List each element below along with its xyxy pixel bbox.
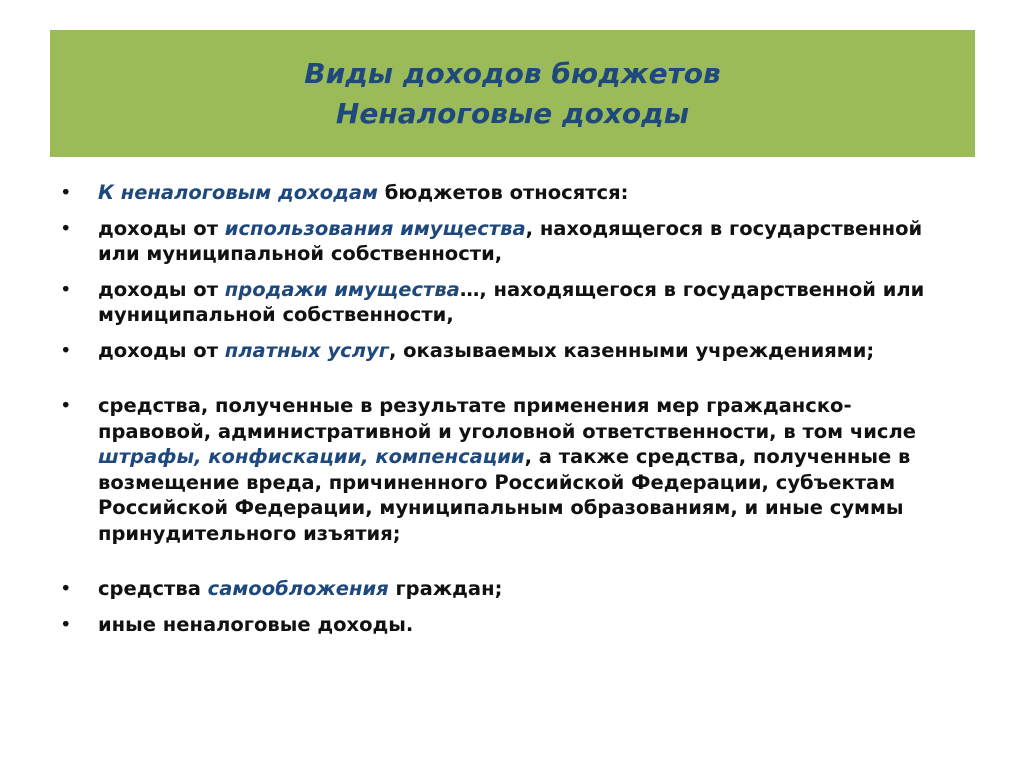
title-banner xyxy=(50,30,975,157)
text: доходы от xyxy=(98,216,225,240)
bullet-item xyxy=(60,216,960,267)
text: доходы от xyxy=(98,338,225,362)
emphasis: использования имущества xyxy=(224,216,526,240)
text: , находящегося в государственной или муниципальной собственности, xyxy=(98,216,923,265)
bullet-item xyxy=(60,576,960,602)
text: …, находящегося в государственной или муниципальной собственности, xyxy=(98,277,925,326)
text: средства, полученные в результате применения мер гражданско-правовой, административной и уголовной ответственности, в том числе xyxy=(98,394,916,443)
bullet-item xyxy=(60,612,960,638)
text: доходы от xyxy=(98,277,225,301)
bullet-item xyxy=(60,180,960,206)
text: иные неналоговые доходы. xyxy=(98,612,414,636)
bullet-item xyxy=(60,338,960,364)
text: бюджетов относятся: xyxy=(378,181,629,204)
text: граждан; xyxy=(388,577,503,600)
emphasis: К неналоговым доходам xyxy=(98,181,378,204)
bullet-item xyxy=(60,393,960,546)
slide-subtitle: Неналоговые доходы xyxy=(335,96,690,130)
bullet-item xyxy=(60,277,960,328)
emphasis: платных услуг xyxy=(224,338,389,362)
bullet-list xyxy=(60,180,960,647)
emphasis: самообложения xyxy=(207,577,389,600)
text: , а также средства, полученные в возмещение вреда, причиненного Российской Федерации, субъектам Российской Федерации, муниципальным образованиям, и иные суммы принудительного изъятия; xyxy=(98,445,911,545)
slide-title: Виды доходов бюджетов xyxy=(304,56,721,90)
emphasis: штрафы, конфискации, компенсации xyxy=(98,445,525,468)
text: средства xyxy=(98,577,208,600)
emphasis: продажи имущества xyxy=(224,277,460,301)
text: , оказываемых казенными учреждениями; xyxy=(388,338,875,362)
